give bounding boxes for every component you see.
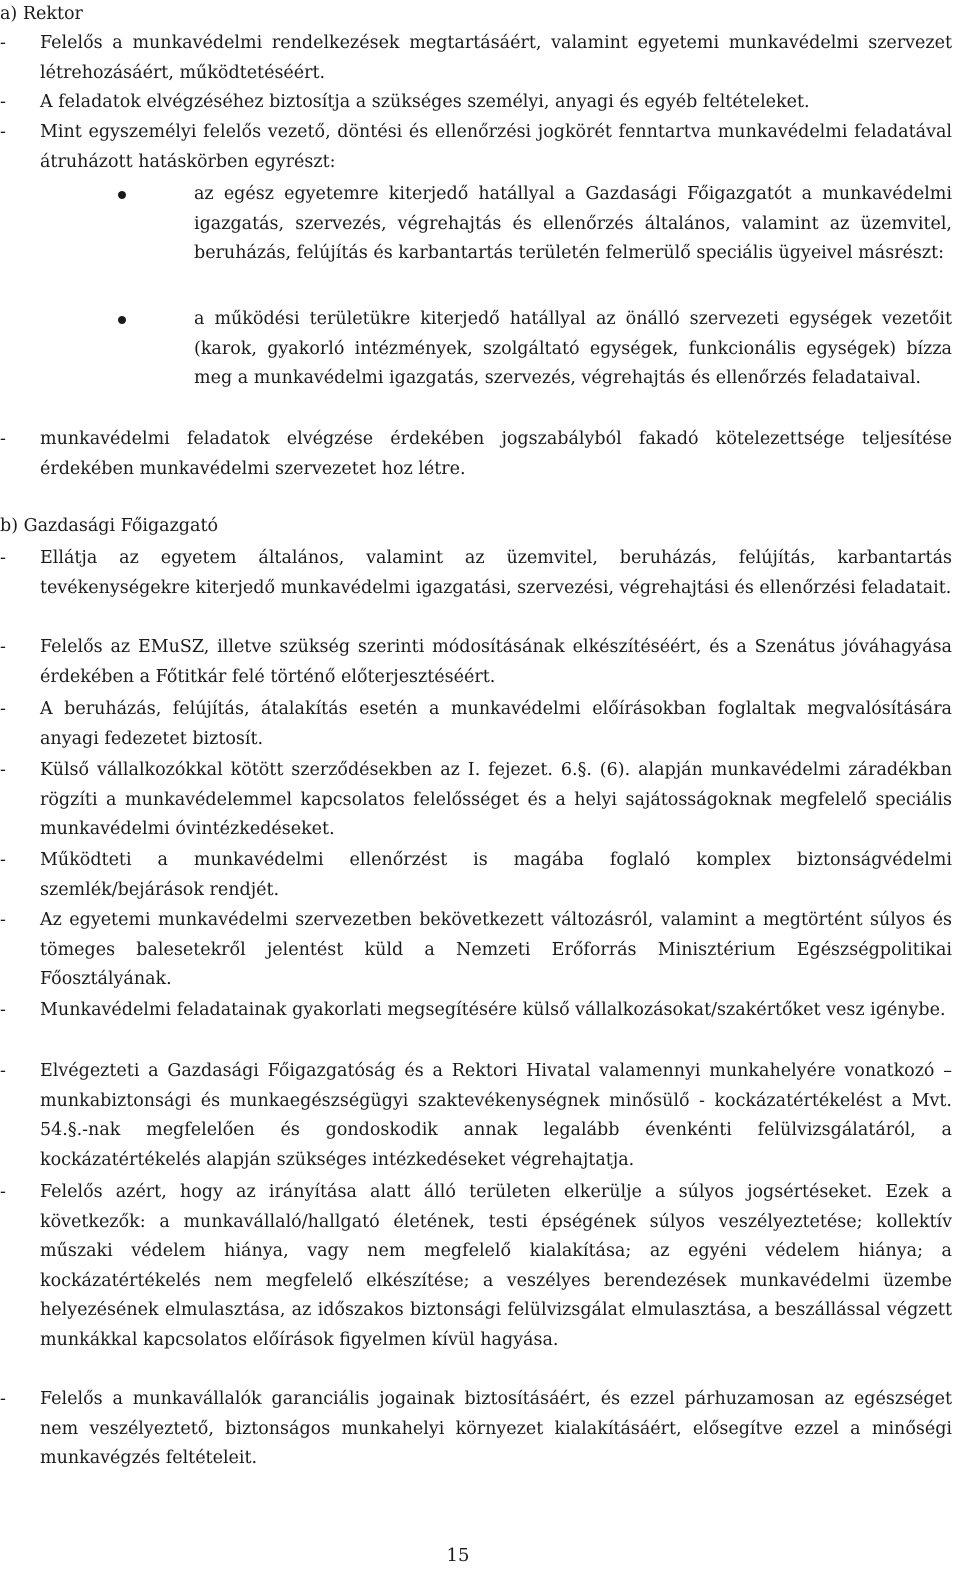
- list-item: [0, 996, 952, 1026]
- list-item: [0, 846, 952, 905]
- dash-marker: -: [0, 1182, 6, 1202]
- list-item: [0, 1385, 952, 1474]
- bullet-dot-icon: [118, 191, 126, 199]
- list-item-text: Felelős azért, hogy az irányítása alatt álló területen elkerülje a súlyos jogsértéseket. Ezek a következők: a munkavállaló/hallgató életének, testi épségének súlyos veszélyeztetése; kollektív műszaki védelem hiánya, vagy nem megfelelő kialakítása; az egyéni védelem hiánya; a kockázatértékelés nem megfelelő elkészítése; a veszélyes berendezések munkavédelmi üzembe helyezésének elmulasztása, az időszakos biztonsági felülvizsgálat elmulasztása, a beszállással végzett munkákkal kapcsolatos előírások figyelmen kívül hagyása.: [40, 1182, 952, 1350]
- list-item-text: Külső vállalkozókkal kötött szerződésekben az I. fejezet. 6.§. (6). alapján munkavédelmi záradékban rögzíti a munkavédelemmel kapcsolatos felelősséget és a helyi sajátosságoknak megfelelő speciális munkavédelmi óvintézkedéseket.: [40, 760, 952, 839]
- dash-marker: -: [0, 699, 6, 719]
- dash-marker: -: [0, 760, 6, 780]
- list-item-text: Felelős a munkavédelmi rendelkezések megtartásáért, valamint egyetemi munkavédelmi szervezet létrehozásáért, működtetéséért.: [40, 33, 952, 83]
- dash-marker: -: [0, 1000, 6, 1020]
- dash-marker: -: [0, 122, 6, 142]
- list-item-text: Mint egyszemélyi felelős vezető, döntési és ellenőrzési jogkörét fenntartva munkavédelmi feladatával átruházott hatáskörben egyrészt:: [40, 122, 952, 172]
- bullet-item-text: az egész egyetemre kiterjedő hatállyal a Gazdasági Főigazgatót a munkavédelmi igazgatás, szervezés, végrehajtás és ellenőrzés általános, valamint az üzemvitel, beruházás, felújítás és karbantartás területén felmerülő speciális ügyeivel másrészt:: [194, 184, 952, 263]
- bullet-item: [0, 180, 952, 269]
- list-item-text: Működteti a munkavédelmi ellenőrzést is magába foglaló komplex biztonságvédelmi szemlék/bejárások rendjét.: [40, 850, 952, 900]
- list-item: [0, 756, 952, 845]
- bullet-dot-icon: [118, 316, 126, 324]
- section-b-heading: b) Gazdasági Főigazgató: [0, 516, 219, 536]
- list-item: [0, 118, 952, 177]
- list-item-text: Ellátja az egyetem általános, valamint az üzemvitel, beruházás, felújítás, karbantartás tevékenységekre kiterjedő munkavédelmi igazgatási, szervezési, végrehajtási és ellenőrzési feladatait.: [40, 548, 952, 598]
- dash-marker: -: [0, 910, 6, 930]
- list-item: [0, 88, 952, 118]
- list-item-text: munkavédelmi feladatok elvégzése érdekében jogszabályból fakadó kötelezettsége teljesítése érdekében munkavédelmi szervezetet hoz létre.: [40, 429, 952, 479]
- dash-marker: -: [0, 637, 6, 657]
- list-item-text: Munkavédelmi feladatainak gyakorlati megsegítésére külső vállalkozásokat/szakértőket vesz igénybe.: [40, 1000, 946, 1020]
- list-item: [0, 1178, 952, 1355]
- bullet-item: [0, 305, 952, 394]
- list-item: [0, 633, 952, 692]
- bullet-item-text: a működési területükre kiterjedő hatállyal az önálló szervezeti egységek vezetőit (karok, gyakorló intézmények, szolgáltató egységek, funkcionális egységek) bízza meg a munkavédelmi igazgatás, szervezés, végrehajtás és ellenőrzés feladataival.: [194, 309, 952, 388]
- list-item: [0, 906, 952, 995]
- dash-marker: -: [0, 429, 6, 449]
- dash-marker: -: [0, 92, 6, 112]
- dash-marker: -: [0, 1389, 6, 1409]
- list-item: [0, 425, 952, 484]
- list-item-text: A beruházás, felújítás, átalakítás esetén a munkavédelmi előírásokban foglaltak megvalósítására anyagi fedezetet biztosít.: [40, 699, 952, 749]
- list-item: [0, 1057, 952, 1175]
- dash-marker: -: [0, 850, 6, 870]
- list-item-text: Elvégezteti a Gazdasági Főigazgatóság és a Rektori Hivatal valamennyi munkahelyére vonatkozó – munkabiztonsági és munkaegészségügyi szaktevékenységnek minősülő - kockázatértékelést a Mvt. 54.§.-nak megfelelően és gondoskodik annak legalább évenkénti felülvizsgálatáról, a kockázatértékelés alapján szükséges intézkedéseket végrehajtatja.: [40, 1061, 952, 1170]
- list-item-text: A feladatok elvégzéséhez biztosítja a szükséges személyi, anyagi és egyéb feltételeket.: [40, 92, 810, 112]
- list-item-text: Felelős a munkavállalók garanciális jogainak biztosításáért, és ezzel párhuzamosan az egészséget nem veszélyeztető, biztonságos munkahelyi környezet kialakításáért, elősegítve ezzel a minőségi munkavégzés feltételeit.: [40, 1389, 952, 1468]
- page-number: 15: [446, 1545, 470, 1566]
- list-item-text: Az egyetemi munkavédelmi szervezetben bekövetkezett változásról, valamint a megtörtént súlyos és tömeges balesetekről jelentést küld a Nemzeti Erőforrás Minisztérium Egészségpolitikai Főosztályának.: [40, 910, 952, 989]
- list-item: [0, 695, 952, 754]
- dash-marker: -: [0, 1061, 6, 1081]
- list-item: [0, 29, 952, 88]
- dash-marker: -: [0, 548, 6, 568]
- dash-marker: -: [0, 33, 6, 53]
- section-a-heading: a) Rektor: [0, 4, 83, 24]
- list-item-text: Felelős az EMuSZ, illetve szükség szerinti módosításának elkészítéséért, és a Szenátus jóváhagyása érdekében a Főtitkár felé történő előterjesztéséért.: [40, 637, 952, 687]
- list-item: [0, 544, 952, 603]
